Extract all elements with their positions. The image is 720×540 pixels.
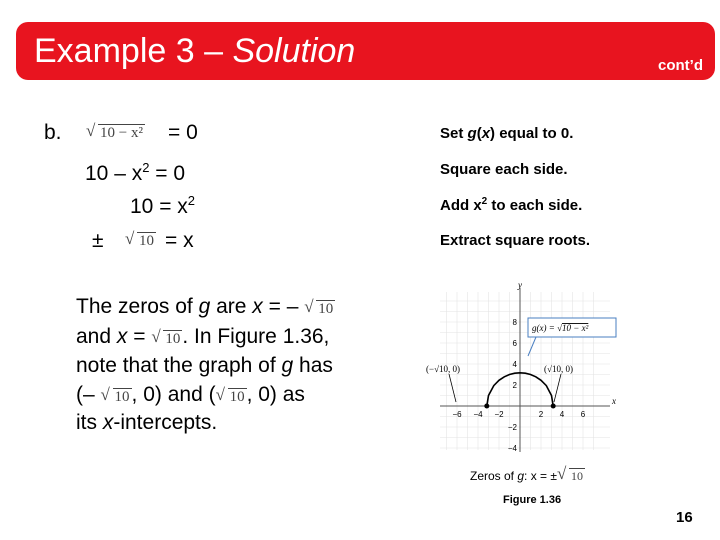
function-label-pointer: [528, 337, 536, 356]
radical-expression: √ 10 − x²: [86, 123, 145, 143]
graph-grid: [440, 292, 610, 450]
x-axis-label: x: [612, 396, 616, 406]
right-pointer: [554, 374, 561, 402]
left-point-label: (−√10, 0): [426, 364, 461, 374]
y-axis-label: y: [518, 280, 522, 290]
x-tick-label: −6: [452, 410, 462, 419]
paragraph-line-4: (– √ 10, 0) and (√ 10, 0) as: [76, 380, 305, 410]
note-2: Square each side.: [440, 161, 568, 178]
y-tick-label: 4: [512, 360, 517, 369]
continued-label: cont’d: [658, 57, 703, 74]
y-tick-label: −4: [507, 444, 517, 453]
right-point-label: (√10, 0): [544, 364, 573, 374]
row4-rhs: = x: [165, 229, 194, 252]
paragraph-line-2: and x = √ 10. In Figure 1.36,: [76, 322, 329, 352]
x-tick-label: 4: [559, 410, 565, 419]
row1-rhs: = 0: [168, 121, 198, 144]
paragraph-line-3: note that the graph of g has: [76, 354, 333, 377]
x-tick-label: 6: [580, 410, 586, 419]
paragraph-line-5: its x-intercepts.: [76, 411, 218, 434]
left-intercept-point: [484, 404, 489, 409]
plus-minus: ±: [92, 229, 104, 252]
function-graph: [424, 278, 624, 458]
y-tick-label: 2: [512, 381, 517, 390]
row3-equation: $10 = x^2$: [130, 193, 196, 218]
x-tick-label: −4: [473, 410, 483, 419]
y-tick-label: 8: [512, 318, 517, 327]
paragraph-line-1: The zeros of g are x = – √ 10: [76, 292, 335, 322]
x-tick-label: −2: [494, 410, 504, 419]
function-label: g(x) = √10 − x²: [532, 323, 589, 333]
row2-equation: $10 - x^2 = 0$: [85, 160, 186, 185]
note-3: Add $x^2$ to each side.: [440, 196, 583, 214]
title-banner: [16, 22, 715, 80]
note-4: Extract square roots.: [440, 232, 591, 249]
right-intercept-point: [551, 404, 556, 409]
radical-10: √ 10: [125, 231, 156, 251]
y-tick-label: 6: [512, 339, 517, 348]
slide-title: Example 3 – Solution: [34, 32, 356, 70]
page-number: 16: [676, 509, 693, 526]
part-label: b.: [44, 121, 62, 144]
y-tick-label: −2: [507, 423, 517, 432]
note-1: Set g(x) equal to 0.: [440, 125, 574, 142]
figure-label: Figure 1.36: [503, 494, 562, 506]
x-tick-label: 2: [538, 410, 544, 419]
zeros-caption: Zeros of g: x = ±√ 10: [470, 466, 585, 486]
left-pointer: [449, 374, 456, 402]
